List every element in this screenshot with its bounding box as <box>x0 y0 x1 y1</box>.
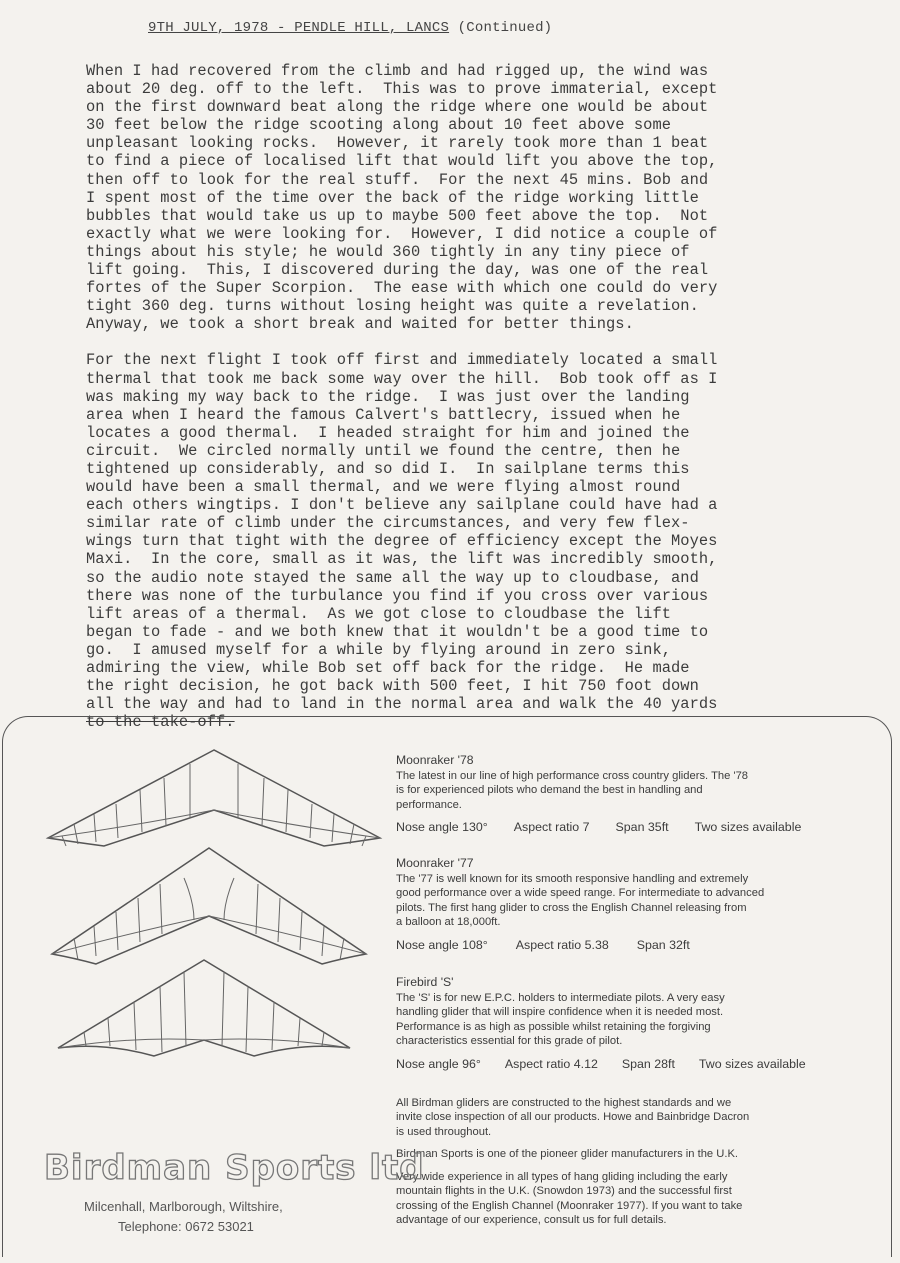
text-line: the right decision, he got back with 500 feet, I hit 750 foot down <box>86 677 699 696</box>
text-line: would have been a small thermal, and we were flying almost round <box>86 478 681 497</box>
text-line: thermal that took me back some way over the hill. Bob took off as I <box>86 369 718 388</box>
text-line: circuit. We circled normally until we found the centre, then he <box>86 441 681 460</box>
paragraph-1 <box>86 62 846 333</box>
moonraker-78-glider-drawing <box>44 742 384 854</box>
birdman-sports-logo: Birdman Sports ltd <box>44 1148 425 1188</box>
text-line: things about his style; he would 360 tightly in any tiny piece of <box>86 242 690 261</box>
text-line: area when I heard the famous Calvert's battlecry, issued when he <box>86 405 681 424</box>
text-line: began to fade - and we both knew that it wouldn't be a good time to <box>86 622 709 641</box>
product-firebird-s <box>396 975 856 1072</box>
text-line: on the first downward beat along the ridge where one would be about <box>86 98 709 117</box>
text-line: lift going. This, I discovered during the day, was one of the real <box>86 261 709 280</box>
firebird-s-glider-drawing <box>44 956 364 1066</box>
product-description: The latest in our line of high performance cross country gliders. The '78 is for experienced pilots who demand the best in handling and performance. <box>396 770 749 811</box>
text-line: I spent most of the time over the back of the ridge working little <box>86 188 699 207</box>
text-line: was making my way back to the ridge. I was just over the landing <box>86 387 690 406</box>
text-line: locates a good thermal. I headed straight for him and joined the <box>86 423 690 442</box>
article-body <box>86 62 846 731</box>
text-line: there was none of the turbulance you find if you cross over various <box>86 586 709 605</box>
construction-note: All Birdman gliders are constructed to the highest standards and we invite close inspection of all our products. Howe and Bainbridge Dacron is used throughout. <box>396 1097 750 1138</box>
text-line: 30 feet below the ridge scooting along about 10 feet above some <box>86 116 672 135</box>
text-line: unpleasant looking rocks. However, it rarely took more than 1 beat <box>86 134 709 153</box>
page-header <box>148 20 552 36</box>
text-line: Maxi. In the core, small as it was, the lift was incredibly smooth, <box>86 550 718 569</box>
text-line: lift areas of a thermal. As we got close to cloudbase the lift <box>86 604 672 623</box>
text-line: each others wingtips. I don't believe any sailplane could have had a <box>86 496 718 515</box>
product-moonraker-77 <box>396 856 856 953</box>
moonraker-77-glider-drawing <box>44 842 374 967</box>
text-line: so the audio note stayed the same all the way up to cloudbase, and <box>86 568 699 587</box>
product-description: The 'S' is for new E.P.C. holders to intermediate pilots. A very easy handling glider that will inspire confidence when it is needed most. Performance is as high as possible whilst retaining the forgiving characteristics essential for this grade of pilot. <box>396 992 725 1048</box>
text-line: Anyway, we took a short break and waited for better things. <box>86 315 634 334</box>
text-line: wings turn that tight with the degree of efficiency except the Moyes <box>86 532 718 551</box>
product-moonraker-78 <box>396 753 856 835</box>
product-specs: Nose angle 130° Aspect ratio 7 Span 35ft Two sizes available <box>396 820 802 835</box>
text-line: tightened up considerably, and so did I. In sailplane terms this <box>86 459 690 478</box>
product-description: The '77 is well known for its smooth responsive handling and extremely good performance over a wide speed range. For intermediate to advanced pilots. The first hang glider to cross the English Channel releasing from a balloon at 18,000ft. <box>396 873 765 929</box>
product-name: Firebird 'S' <box>396 975 454 989</box>
text-line: then off to look for the real stuff. For the next 45 mins. Bob and <box>86 170 709 189</box>
text-line: exactly what we were looking for. However, I did notice a couple of <box>86 224 718 243</box>
text-line: similar rate of climb under the circumstances, and very few flex- <box>86 514 690 533</box>
address-line: Milcenhall, Marlborough, Wiltshire, <box>84 1199 283 1214</box>
header-date-location: 9TH JULY, 1978 - PENDLE HILL, LANCS <box>148 20 450 36</box>
text-line: fortes of the Super Scorpion. The ease with which one could do very <box>86 279 718 298</box>
struck-last-line: to the take-off. <box>86 713 235 732</box>
text-line: bubbles that would take us up to maybe 500 feet above the top. Not <box>86 206 709 225</box>
company-address <box>84 1197 283 1237</box>
experience-note: Very wide experience in all types of hang gliding including the early mountain flights in the U.K. (Snowdon 1973) and the successful first crossing of the English Channel (Moonraker 1977). If you want to take advantage of our experience, consult us for full details. <box>396 1171 743 1227</box>
header-continued: (Continued) <box>457 20 553 36</box>
telephone: Telephone: 0672 53021 <box>118 1219 254 1234</box>
pioneer-note: Birdman Sports is one of the pioneer glider manufacturers in the U.K. <box>396 1148 739 1160</box>
product-name: Moonraker '77 <box>396 856 474 870</box>
text-line: tight 360 deg. turns without losing height was quite a revelation. <box>86 297 699 316</box>
product-specs: Nose angle 96° Aspect ratio 4.12 Span 28ft Two sizes available <box>396 1056 806 1071</box>
paragraph-2 <box>86 351 846 713</box>
text-line: When I had recovered from the climb and had rigged up, the wind was <box>86 62 709 80</box>
text-line: For the next flight I took off first and immediately located a small <box>86 351 718 370</box>
text-line: go. I amused myself for a while by flying around in zero sink, <box>86 640 672 659</box>
text-line: about 20 deg. off to the left. This was to prove immaterial, except <box>86 80 718 99</box>
text-line: all the way and had to land in the normal area and walk the 40 yards <box>86 695 718 714</box>
product-specs: Nose angle 108° Aspect ratio 5.38 Span 32ft <box>396 937 690 952</box>
product-name: Moonraker '78 <box>396 753 474 767</box>
text-line: admiring the view, while Bob set off back for the ridge. He made <box>86 659 690 677</box>
text-line: to find a piece of localised lift that would lift you above the top, <box>86 152 718 171</box>
